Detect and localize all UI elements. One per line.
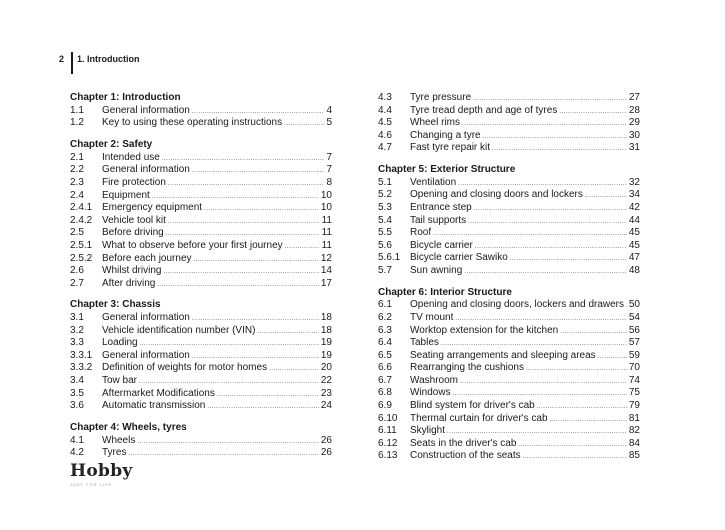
dot-leader [492,143,627,156]
toc-entry-number: 4.5 [378,117,392,129]
chapter-heading[interactable]: Chapter 3: Chassis [70,299,161,311]
toc-entry-6-3[interactable] [378,325,640,338]
toc-entry-page: 8 [326,176,332,188]
toc-entry-6-7[interactable] [378,375,640,388]
toc-entry-page: 12 [320,252,332,264]
toc-entry-page: 44 [628,214,640,226]
toc-chapter [378,92,640,155]
dot-leader [217,389,319,402]
toc-entry-page: 84 [628,437,640,449]
toc-entry-5-5[interactable] [378,227,640,240]
toc-entry-2-5[interactable] [70,227,332,240]
toc-entry-title: Equipment [102,189,150,201]
dot-leader [468,216,627,229]
toc-entry-page: 11 [321,214,332,226]
toc-chapter [70,299,332,413]
toc-entry-title: Intended use [102,151,160,163]
toc-entry-title: Tables [410,337,439,349]
toc-left-column [70,92,332,469]
toc-entry-5-1[interactable] [378,177,640,190]
toc-entry-page: 75 [628,387,640,399]
toc-entry-2-5-2[interactable] [70,253,332,266]
toc-entry-page: 56 [628,324,640,336]
toc-entry-number: 2.5.1 [70,239,93,251]
toc-entry-4-1[interactable] [70,435,332,448]
toc-entry-title: Roof [410,227,432,239]
toc-entry-page: 48 [628,264,640,276]
toc-entry-number: 2.7 [70,277,84,289]
logo-name: Hobby [70,461,133,481]
toc-entry-title: Before driving [102,227,164,239]
toc-entry-title: Whilst driving [102,265,162,277]
toc-entry-6-10[interactable] [378,413,640,426]
toc-entry-6-9[interactable] [378,400,640,413]
toc-entry-page: 10 [320,189,332,201]
page-number: 2 [59,54,65,64]
toc-entry-number: 6.9 [378,400,392,412]
toc-entry-6-1[interactable] [378,299,640,312]
dot-leader [559,106,627,119]
toc-entry-5-6[interactable] [378,240,640,253]
toc-entry-number: 6.3 [378,324,392,336]
toc-entry-number: 2.4.1 [70,202,93,214]
toc-entry-page: 7 [326,151,332,163]
toc-entry-number: 5.6.1 [378,252,401,264]
toc-entry-2-4-1[interactable] [70,202,332,215]
toc-entry-number: 2.1 [70,151,84,163]
toc-entry-number: 1.2 [70,117,84,129]
toc-entry-title: Aftermarket Modifications [102,387,215,399]
toc-entry-page: 24 [320,400,332,412]
dot-leader [168,178,325,191]
toc-entry-6-11[interactable] [378,425,640,438]
toc-entry-title: Before each journey [102,252,192,264]
toc-entry-6-5[interactable] [378,350,640,363]
toc-entry-4-6[interactable] [378,130,640,143]
dot-leader [518,439,626,452]
chapter-heading[interactable]: Chapter 2: Safety [70,138,153,150]
toc-entry-title: Wheels [102,434,136,446]
toc-entry-number: 2.4.2 [70,214,93,226]
toc-entry-page: 47 [628,252,640,264]
toc-entry-title: Tow bar [102,375,138,387]
toc-entry-title: Seating arrangements and sleeping areas [410,349,596,361]
dot-leader [192,165,325,178]
toc-entry-page: 29 [628,117,640,129]
toc-entry-3-5[interactable] [70,388,332,401]
toc-entry-6-2[interactable] [378,312,640,325]
toc-entry-4-7[interactable] [378,142,640,155]
toc-entry-2-6[interactable] [70,265,332,278]
toc-entry-page: 42 [628,201,640,213]
toc-entry-title: General information [102,312,190,324]
toc-chapter [378,287,640,464]
dot-leader [269,363,319,376]
toc-entry-title: Loading [102,337,138,349]
dot-leader [474,203,627,216]
dot-leader [285,241,320,254]
toc-entry-page: 81 [628,412,640,424]
toc-entry-number: 4.3 [378,92,392,103]
toc-entry-page: 45 [628,239,640,251]
toc-entry-3-2[interactable] [70,325,332,338]
toc-entry-number: 4.7 [378,142,392,154]
toc-entry-title: Bicycle carrier Sawiko [410,252,508,264]
toc-entry-3-4[interactable] [70,375,332,388]
toc-entry-number: 6.10 [378,412,398,424]
toc-entry-number: 4.2 [70,447,84,459]
toc-entry-number: 3.6 [70,400,84,412]
toc-entry-page: 11 [321,227,332,239]
toc-entry-2-7[interactable] [70,278,332,291]
toc-entry-page: 85 [628,450,640,462]
toc-entry-6-8[interactable] [378,387,640,400]
toc-entry-number: 6.12 [378,437,398,449]
toc-entry-number: 3.3 [70,337,84,349]
toc-entry-2-5-1[interactable] [70,240,332,253]
toc-entry-number: 6.8 [378,387,392,399]
dot-leader [550,414,627,427]
toc-entry-title: Vehicle tool kit [102,214,166,226]
toc-entry-1-1[interactable] [70,105,332,118]
dot-leader [204,203,319,216]
toc-entry-page: 19 [320,349,332,361]
toc-entry-3-3[interactable] [70,337,332,350]
toc-entry-page: 18 [320,312,332,324]
toc-entry-title: General information [102,104,190,116]
toc-entry-number: 2.5.2 [70,252,93,264]
dot-leader [537,401,627,414]
toc-entry-number: 3.2 [70,324,84,336]
toc-entry-5-4[interactable] [378,215,640,228]
toc-entry-3-6[interactable] [70,400,332,413]
toc-entry-number: 4.4 [378,104,392,116]
toc-entry-number: 5.2 [378,189,392,201]
toc-entry-title: Automatic transmission [102,400,206,412]
toc-entry-title: Worktop extension for the kitchen [410,324,559,336]
toc-chapter [70,139,332,290]
toc-entry-page: 34 [628,189,640,201]
toc-entry-page: 27 [628,92,640,103]
toc-entry-6-6[interactable] [378,362,640,375]
toc-entry-title: Blind system for driver's cab [410,400,535,412]
toc-entry-number: 2.4 [70,189,84,201]
toc-right-column [378,92,640,472]
toc-entry-page: 79 [628,400,640,412]
hobby-logo [70,461,133,487]
toc-entry-page: 26 [320,447,332,459]
toc-entry-number: 6.11 [378,425,397,437]
section-title: 1. Introduction [77,54,140,64]
dot-leader [464,266,627,279]
dot-leader [526,363,627,376]
toc-entry-number: 6.1 [378,299,392,311]
toc-chapter [70,92,332,130]
chapter-heading[interactable]: Chapter 4: Wheels, tyres [70,421,187,433]
toc-chapter [378,164,640,278]
toc-entry-page: 70 [628,362,640,374]
toc-entry-4-3[interactable] [378,92,640,105]
toc-entry-page: 32 [628,176,640,188]
toc-entry-page: 23 [320,387,332,399]
toc-entry-page: 7 [326,164,332,176]
toc-entry-page: 18 [320,324,332,336]
toc-entry-page: 82 [628,425,640,437]
chapter-heading[interactable]: Chapter 6: Interior Structure [378,286,512,298]
dot-leader [585,190,627,203]
toc-entry-title: TV mount [410,311,454,323]
toc-entry-title: Wheel rims [410,117,461,129]
toc-entry-title: Vehicle identification number (VIN) [102,324,256,336]
toc-entry-page: 4 [326,104,332,116]
toc-entry-5-7[interactable] [378,265,640,278]
chapter-heading[interactable]: Chapter 5: Exterior Structure [378,163,516,175]
dot-leader [460,376,627,389]
toc-entry-3-3-2[interactable] [70,362,332,375]
toc-entry-page: 10 [320,202,332,214]
toc-entry-title: Tyres [102,447,127,459]
toc-entry-page: 28 [628,104,640,116]
toc-chapter [70,422,332,460]
toc-entry-2-3[interactable] [70,177,332,190]
toc-entry-number: 6.7 [378,374,392,386]
header-divider [71,52,73,74]
dot-leader [284,118,324,131]
dot-leader [626,300,627,313]
toc-entry-page: 59 [628,349,640,361]
dot-leader [510,253,627,266]
toc-entry-title: Opening and closing doors and lockers [410,189,583,201]
chapter-heading[interactable]: Chapter 1: Introduction [70,92,181,103]
toc-entry-5-2[interactable] [378,189,640,202]
toc-entry-page: 26 [320,434,332,446]
toc-entry-page: 57 [628,337,640,349]
toc-entry-title: Entrance step [410,201,472,213]
dot-leader [137,436,319,449]
toc-entry-number: 6.6 [378,362,392,374]
toc-entry-3-1[interactable] [70,312,332,325]
dot-leader [257,326,318,339]
dot-leader [598,351,627,364]
toc-entry-number: 6.4 [378,337,392,349]
toc-entry-number: 2.5 [70,227,84,239]
toc-entry-6-12[interactable] [378,438,640,451]
toc-entry-page: 74 [628,374,640,386]
toc-entry-page: 14 [320,265,332,277]
toc-entry-1-2[interactable] [70,117,332,130]
toc-entry-page: 54 [628,311,640,323]
toc-entry-title: Windows [410,387,451,399]
toc-entry-title: Tyre pressure [410,92,472,103]
toc-entry-title: Ventilation [410,176,457,188]
toc-entry-2-4-2[interactable] [70,215,332,228]
toc-entry-number: 6.2 [378,311,392,323]
toc-entry-number: 2.3 [70,176,84,188]
dot-leader [168,216,320,229]
toc-entry-title: After driving [102,277,156,289]
toc-entry-5-3[interactable] [378,202,640,215]
toc-entry-title: Rearranging the cushions [410,362,524,374]
toc-entry-number: 3.3.1 [70,349,93,361]
toc-entry-title: Thermal curtain for driver's cab [410,412,548,424]
toc-entry-page: 31 [628,142,640,154]
toc-entry-title: Sun awning [410,264,463,276]
dot-leader [523,451,627,464]
toc-entry-number: 6.5 [378,349,392,361]
toc-entry-number: 5.6 [378,239,392,251]
toc-entry-6-13[interactable] [378,450,640,463]
toc-entry-title: What to observe before your first journey [102,239,283,251]
toc-entry-title: General information [102,164,190,176]
toc-entry-page: 11 [321,239,332,251]
toc-entry-page: 17 [320,277,332,289]
toc-entry-page: 5 [326,117,332,129]
toc-entry-number: 2.6 [70,265,84,277]
toc-entry-6-4[interactable] [378,337,640,350]
dot-leader [462,118,627,131]
dot-leader [483,131,627,144]
toc-entry-page: 19 [320,337,332,349]
toc-entry-title: Opening and closing doors, lockers and drawers [410,299,625,311]
toc-entry-title: Construction of the seats [410,450,521,462]
toc-entry-2-4[interactable] [70,190,332,203]
toc-entry-page: 20 [320,362,332,374]
toc-entry-number: 2.2 [70,164,84,176]
toc-entry-title: Bicycle carrier [410,239,473,251]
toc-entry-number: 5.4 [378,214,392,226]
dot-leader [194,254,319,267]
toc-entry-title: Seats in the driver's cab [410,437,517,449]
toc-entry-page: 22 [320,375,332,387]
toc-entry-number: 5.5 [378,227,392,239]
toc-entry-2-2[interactable] [70,164,332,177]
toc-entry-title: General information [102,349,190,361]
toc-entry-title: Tyre tread depth and age of tyres [410,104,558,116]
toc-entry-number: 6.13 [378,450,398,462]
toc-entry-title: Emergency equipment [102,202,203,214]
dot-leader [157,279,319,292]
toc-entry-4-4[interactable] [378,105,640,118]
toc-entry-5-6-1[interactable] [378,252,640,265]
toc-entry-number: 3.3.2 [70,362,93,374]
toc-entry-number: 4.6 [378,129,392,141]
toc-entry-number: 5.3 [378,201,392,213]
toc-entry-number: 5.7 [378,264,392,276]
logo-tagline: JUST FOR LIFE [70,482,113,487]
toc-entry-title: Definition of weights for motor homes [102,362,268,374]
dot-leader [128,448,318,461]
toc-entry-number: 5.1 [378,176,392,188]
toc-entry-title: Washroom [410,374,458,386]
toc-entry-3-3-1[interactable] [70,350,332,363]
toc-entry-title: Changing a tyre [410,129,481,141]
toc-entry-title: Fire protection [102,176,166,188]
toc-entry-title: Tail supports [410,214,467,226]
dot-leader [560,326,627,339]
toc-entry-2-1[interactable] [70,152,332,165]
toc-entry-number: 3.5 [70,387,84,399]
toc-entry-4-5[interactable] [378,117,640,130]
toc-entry-title: Fast tyre repair kit [410,142,491,154]
toc-entry-page: 45 [628,227,640,239]
toc-entry-4-2[interactable] [70,447,332,460]
toc-entry-page: 50 [628,299,640,311]
dot-leader [207,401,319,414]
dot-leader [163,266,318,279]
toc-entry-number: 1.1 [70,104,84,116]
toc-entry-page: 30 [628,129,640,141]
toc-entry-number: 3.1 [70,312,84,324]
toc-entry-number: 4.1 [70,434,84,446]
toc-entry-number: 3.4 [70,375,84,387]
toc-entry-title: Skylight [410,425,446,437]
toc-entry-title: Key to using these operating instructions [102,117,283,129]
